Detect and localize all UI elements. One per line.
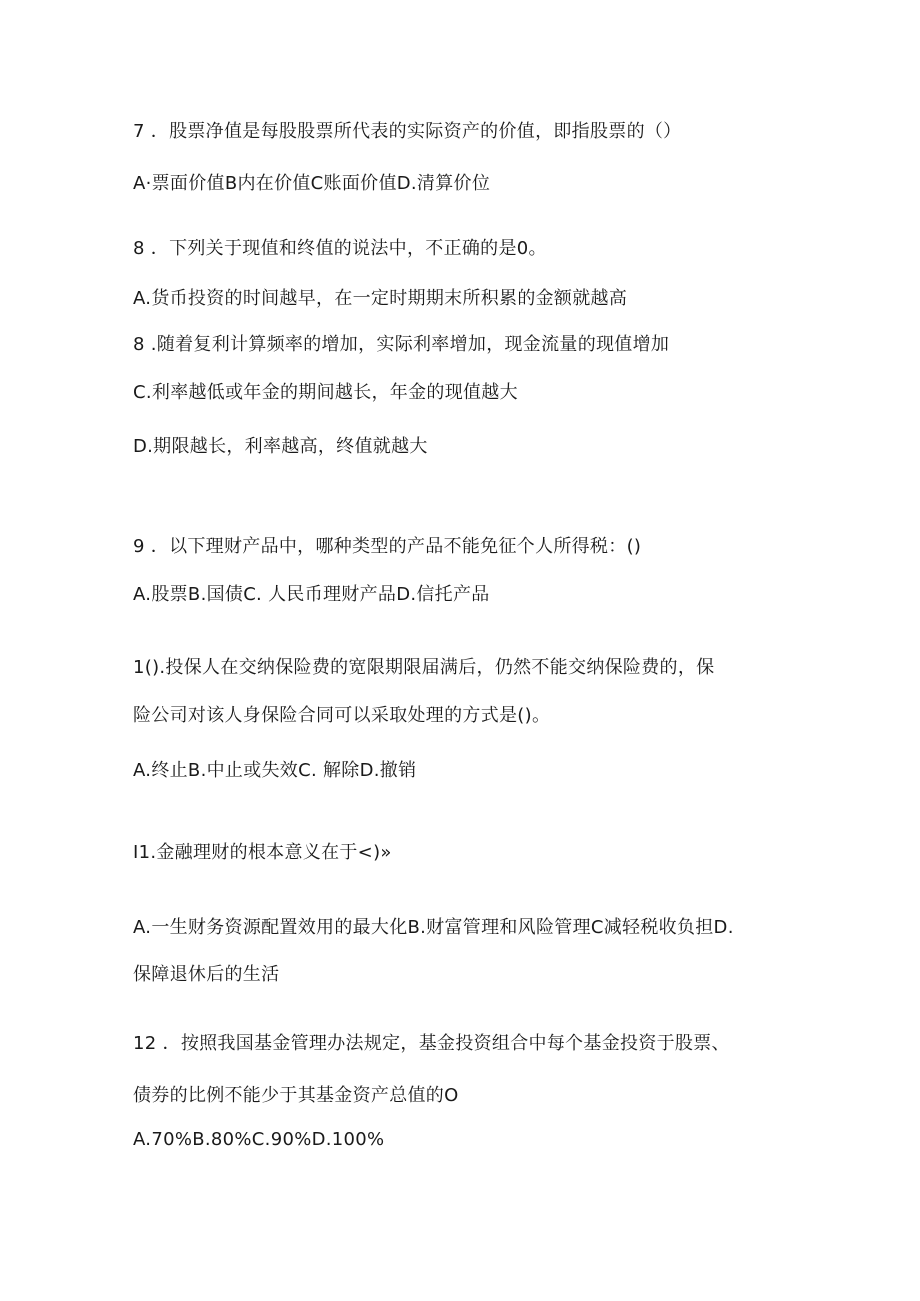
question-10-text-line-1: 1().投保人在交纳保险费的宽限期限届满后，仍然不能交纳保险费的，保 bbox=[133, 657, 715, 678]
question-8-option-a: A.货币投资的时间越早，在一定时期期末所积累的金额就越高 bbox=[133, 288, 628, 309]
question-7-options: A·票面价值B内在价值C账面价值D.清算价位 bbox=[133, 173, 491, 194]
question-8-option-d: D.期限越长，利率越高，终值就越大 bbox=[133, 436, 428, 457]
question-9-text: 9 ．以下理财产品中，哪种类型的产品不能免征个人所得税：() bbox=[133, 536, 642, 557]
question-11-text: I1.金融理财的根本意义在于<)» bbox=[133, 842, 392, 863]
question-11-options-line-1: A.一生财务资源配置效用的最大化B.财富管理和风险管理C减轻税收负担D. bbox=[133, 917, 734, 938]
question-12-options: A.70%B.80%C.90%D.100% bbox=[133, 1129, 385, 1150]
question-8-text: 8 ．下列关于现值和终值的说法中，不正确的是0。 bbox=[133, 238, 547, 259]
question-9-options: A.股票B.国债C. 人民币理财产品D.信托产品 bbox=[133, 584, 490, 605]
question-12-text-line-2: 债券的比例不能少于其基金资产总值的O bbox=[133, 1085, 459, 1106]
question-8-option-b: 8 .随着复利计算频率的增加，实际利率增加，现金流量的现值增加 bbox=[133, 334, 670, 355]
question-12-text-line-1: 12 ．按照我国基金管理办法规定，基金投资组合中每个基金投资于股票、 bbox=[133, 1033, 730, 1054]
question-8-option-c: C.利率越低或年金的期间越长，年金的现值越大 bbox=[133, 382, 518, 403]
question-10-text-line-2: 险公司对该人身保险合同可以采取处理的方式是()。 bbox=[133, 705, 551, 726]
question-10-options: A.终止B.中止或失效C. 解除D.撤销 bbox=[133, 760, 417, 781]
question-11-options-line-2: 保障退休后的生活 bbox=[133, 964, 280, 985]
question-7-text: 7 ．股票净值是每股股票所代表的实际资产的价值，即指股票的（） bbox=[133, 121, 682, 142]
